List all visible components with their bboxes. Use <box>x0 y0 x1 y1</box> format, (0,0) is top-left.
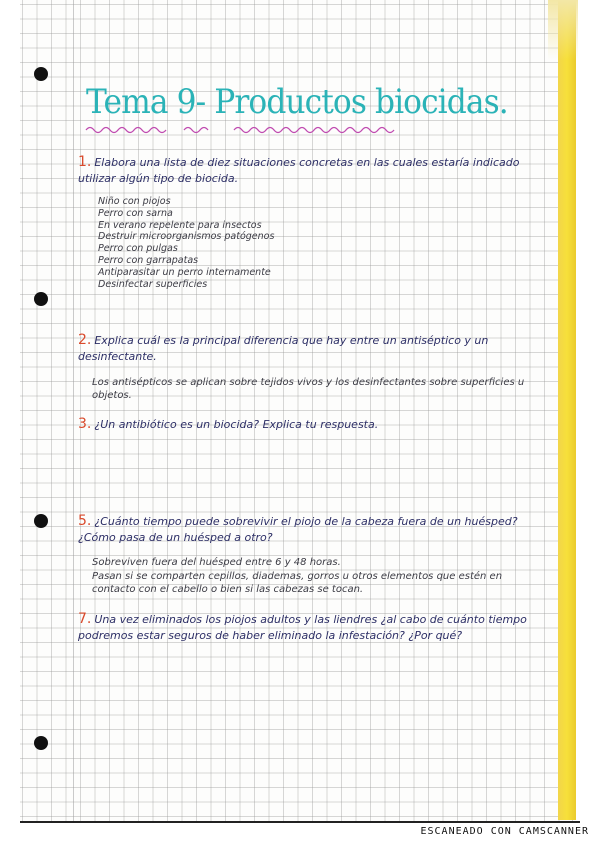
question-1-number: 1. <box>78 154 92 170</box>
question-1-answer-list <box>98 196 274 290</box>
question-5 <box>78 513 548 546</box>
question-2 <box>78 332 538 365</box>
scanner-watermark: ESCANEADO CON CAMSCANNER <box>420 826 589 837</box>
question-3-number: 3. <box>78 416 92 432</box>
list-item: Antiparasitar un perro internamente <box>98 266 271 278</box>
question-3-text: ¿Un antibiótico es un biocida? Explica tu respuesta. <box>94 418 379 431</box>
question-2-number: 2. <box>78 332 92 348</box>
question-7 <box>78 611 548 644</box>
question-5-number: 5. <box>78 513 92 529</box>
question-2-text: Explica cuál es la principal diferencia que hay entre un antiséptico y un desinfectante. <box>78 334 489 363</box>
list-item: Desinfectar superficies <box>98 278 208 290</box>
question-1 <box>78 154 548 187</box>
yellow-page-edge <box>558 0 576 820</box>
title-underline-decoration <box>84 124 404 136</box>
binder-hole-4 <box>34 736 48 750</box>
list-item: Perro con pulgas <box>98 243 178 255</box>
yellow-page-edge-top <box>548 0 578 60</box>
question-5-text: ¿Cuánto tiempo puede sobrevivir el piojo de la cabeza fuera de un huésped? ¿Cómo pasa de un huésped a otro? <box>78 515 518 544</box>
binder-hole-3 <box>34 514 48 528</box>
page-bottom-edge <box>20 821 580 823</box>
question-1-text: Elabora una lista de diez situaciones concretas en las cuales estaría indicado utilizar algún tipo de biocida. <box>78 156 520 185</box>
list-item: Niño con piojos <box>98 196 171 207</box>
question-7-text: Una vez eliminados los piojos adultos y las liendres ¿al cabo de cuánto tiempo podremos estar seguros de haber eliminado la infestación? ¿Por qué? <box>78 613 527 642</box>
binder-hole-1 <box>34 67 48 81</box>
question-7-number: 7. <box>78 611 92 627</box>
list-item: Destruir microorganismos patógenos <box>98 231 275 243</box>
margin-line <box>73 0 74 822</box>
question-2-answer: Los antisépticos se aplican sobre tejidos vivos y los desinfectantes sobre superficies u objetos. <box>92 377 525 401</box>
list-item: Perro con garrapatas <box>98 254 199 266</box>
page-title: Tema 9- Productos biocidas. <box>86 82 508 122</box>
list-item: En verano repelente para insectos <box>98 219 262 231</box>
binder-hole-2 <box>34 292 48 306</box>
list-item: Perro con sarna <box>98 207 173 219</box>
question-3 <box>78 416 538 433</box>
question-5-answer-2: Pasan si se comparten cepillos, diademas, gorros u otros elementos que estén en contacto con el cabello o bien si las cabezas se tocan. <box>92 571 503 595</box>
question-5-answer-1: Sobreviven fuera del huésped entre 6 y 48 horas. <box>92 557 341 568</box>
